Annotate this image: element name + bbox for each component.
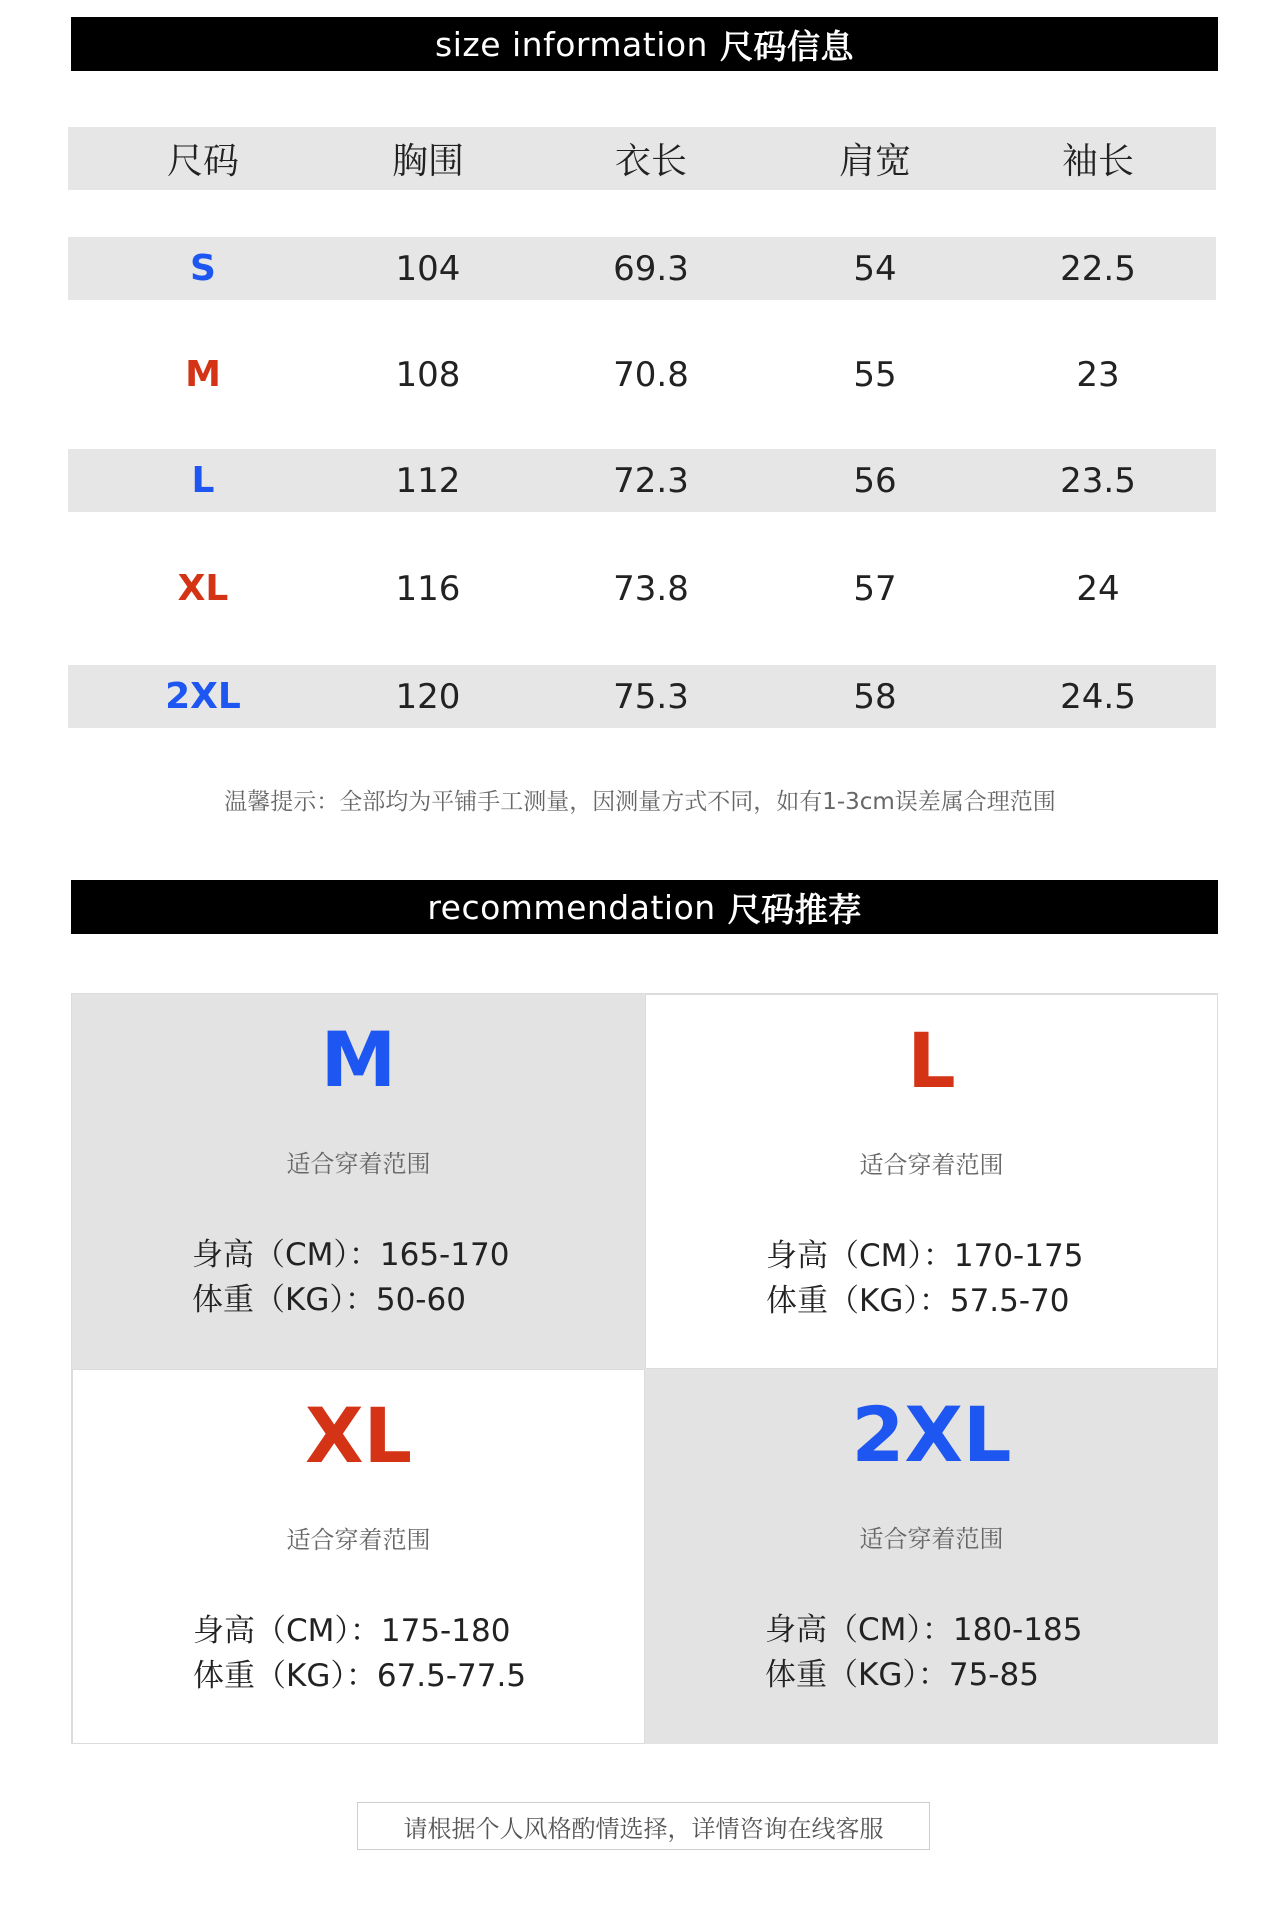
- rec-subtitle: 适合穿着范围: [859, 1151, 1004, 1179]
- banner-title-en: recommendation: [427, 887, 716, 927]
- cell-length: 72.3: [613, 460, 689, 501]
- table-row: [68, 557, 1216, 620]
- rec-card-l: [645, 994, 1218, 1369]
- rec-weight: 体重（KG）：75-85: [765, 1657, 1039, 1693]
- rec-card-2xl: [645, 1369, 1218, 1744]
- cell-size: XL: [177, 568, 229, 609]
- cell-size: M: [185, 354, 221, 395]
- cell-chest: 112: [395, 460, 461, 501]
- cell-length: 73.8: [613, 568, 689, 609]
- rec-size: 2XL: [851, 1390, 1012, 1479]
- header-sleeve: 袖长: [1061, 141, 1135, 182]
- cell-length: 75.3: [613, 676, 689, 717]
- size-info-banner: [71, 17, 1218, 71]
- cell-chest: 116: [395, 568, 461, 609]
- table-row: [68, 237, 1216, 300]
- header-size: 尺码: [166, 141, 240, 182]
- banner-title-cn: 尺码推荐: [727, 889, 862, 929]
- rec-size: M: [320, 1015, 397, 1104]
- cell-chest: 120: [395, 676, 461, 717]
- rec-subtitle: 适合穿着范围: [286, 1150, 431, 1178]
- cell-sleeve: 23: [1076, 354, 1120, 395]
- banner-title-en: size information: [435, 24, 708, 64]
- rec-weight: 体重（KG）：57.5-70: [766, 1283, 1070, 1319]
- measurement-note: 温馨提示：全部均为平铺手工测量，因测量方式不同，如有1-3cm误差属合理范围: [224, 789, 1056, 815]
- recommendation-banner: [71, 880, 1218, 934]
- rec-size: L: [907, 1016, 956, 1105]
- cell-shoulder: 56: [853, 460, 897, 501]
- cell-shoulder: 55: [853, 354, 897, 395]
- rec-height: 身高（CM）：175-180: [193, 1613, 511, 1649]
- header-length: 衣长: [614, 141, 688, 182]
- recommendation-grid: [71, 993, 1218, 1744]
- cell-sleeve: 23.5: [1060, 460, 1136, 501]
- banner-title-cn: 尺码信息: [719, 26, 854, 66]
- rec-card-xl: [72, 1369, 645, 1744]
- header-shoulder: 肩宽: [838, 141, 912, 182]
- cell-sleeve: 24: [1076, 568, 1120, 609]
- cell-size: S: [190, 248, 216, 289]
- cell-size: 2XL: [165, 676, 241, 717]
- cell-chest: 108: [395, 354, 461, 395]
- table-row: [68, 343, 1216, 406]
- rec-height: 身高（CM）：170-175: [766, 1238, 1084, 1274]
- cell-length: 70.8: [613, 354, 689, 395]
- rec-weight: 体重（KG）：67.5-77.5: [193, 1658, 527, 1694]
- cell-chest: 104: [395, 248, 461, 289]
- rec-height: 身高（CM）：180-185: [765, 1612, 1083, 1648]
- cell-sleeve: 24.5: [1060, 676, 1136, 717]
- rec-weight: 体重（KG）：50-60: [192, 1282, 466, 1318]
- cell-size: L: [191, 460, 215, 501]
- rec-card-m: [72, 994, 645, 1369]
- table-header-row: [68, 127, 1216, 190]
- rec-size: XL: [304, 1391, 413, 1480]
- rec-height: 身高（CM）：165-170: [192, 1237, 510, 1273]
- cell-shoulder: 57: [853, 568, 897, 609]
- table-row: [68, 449, 1216, 512]
- cell-shoulder: 58: [853, 676, 897, 717]
- table-row: [68, 665, 1216, 728]
- cell-sleeve: 22.5: [1060, 248, 1136, 289]
- header-chest: 胸围: [391, 141, 465, 182]
- cell-length: 69.3: [613, 248, 689, 289]
- rec-subtitle: 适合穿着范围: [286, 1526, 431, 1554]
- consult-note: 请根据个人风格酌情选择，详情咨询在线客服: [357, 1802, 930, 1850]
- rec-subtitle: 适合穿着范围: [859, 1525, 1004, 1553]
- cell-shoulder: 54: [853, 248, 897, 289]
